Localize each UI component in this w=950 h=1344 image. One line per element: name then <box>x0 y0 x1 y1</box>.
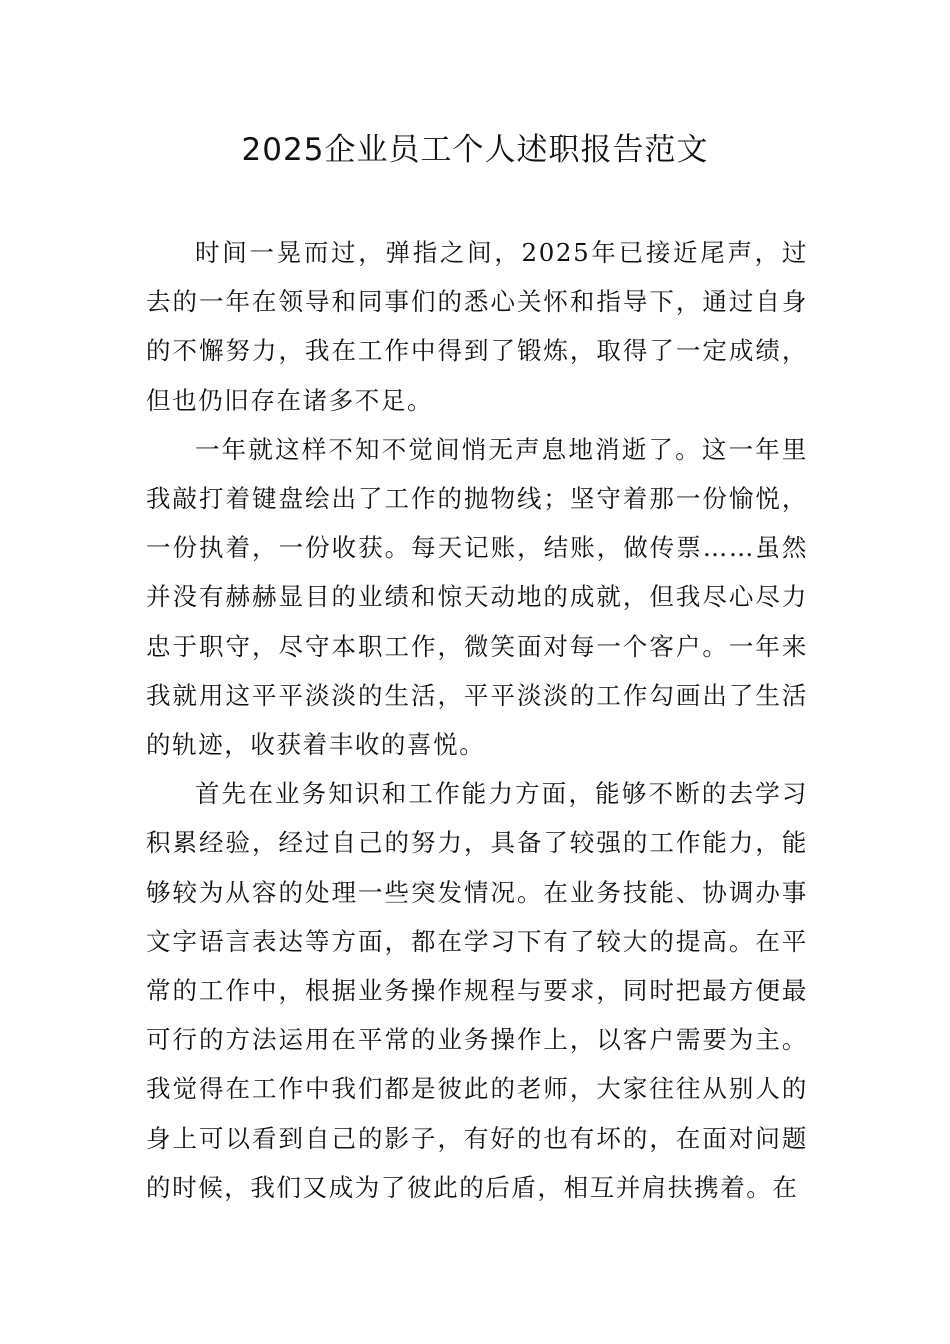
document-title: 2025企业员工个人述职报告范文 <box>241 132 709 168</box>
paragraph-business-skills: 首先在业务知识和工作能力方面，能够不断的去学习积累经验，经过自己的努力，具备了较强的工作能力，能够较为从容的处理一些突发情况。在业务技能、协调办事文字语言表达等方面，都在学习下有了较大的提高。在平常的工作中，根据业务操作规程与要求，同时把最方便最可行的方法运用在平常的业务操作上，以客户需要为主。我觉得在工作中我们都是彼此的老师，大家往往从别人的身上可以看到自己的影子，有好的也有坏的，在面对问题的时候，我们又成为了彼此的后盾，相互并肩扶携着。在 <box>146 779 808 1202</box>
paragraph-year-review: 一年就这样不知不觉间悄无声息地消逝了。这一年里我敲打着键盘绘出了工作的抛物线；坚守着那一份愉悦，一份执着，一份收获。每天记账，结账，做传票……虽然并没有赫赫显目的业绩和惊天动地的成就，但我尽心尽力忠于职守，尽守本职工作，微笑面对每一个客户。一年来我就用这平平淡淡的生活，平平淡淡的工作勾画出了生活的轨迹，收获着丰收的喜悦。 <box>146 434 808 760</box>
paragraph-intro: 时间一晃而过，弹指之间，2025年已接近尾声，过去的一年在领导和同事们的悉心关怀和指导下，通过自身的不懈努力，我在工作中得到了锻炼，取得了一定成绩，但也仍旧存在诸多不足。 <box>146 238 808 415</box>
document-body <box>146 228 808 1212</box>
